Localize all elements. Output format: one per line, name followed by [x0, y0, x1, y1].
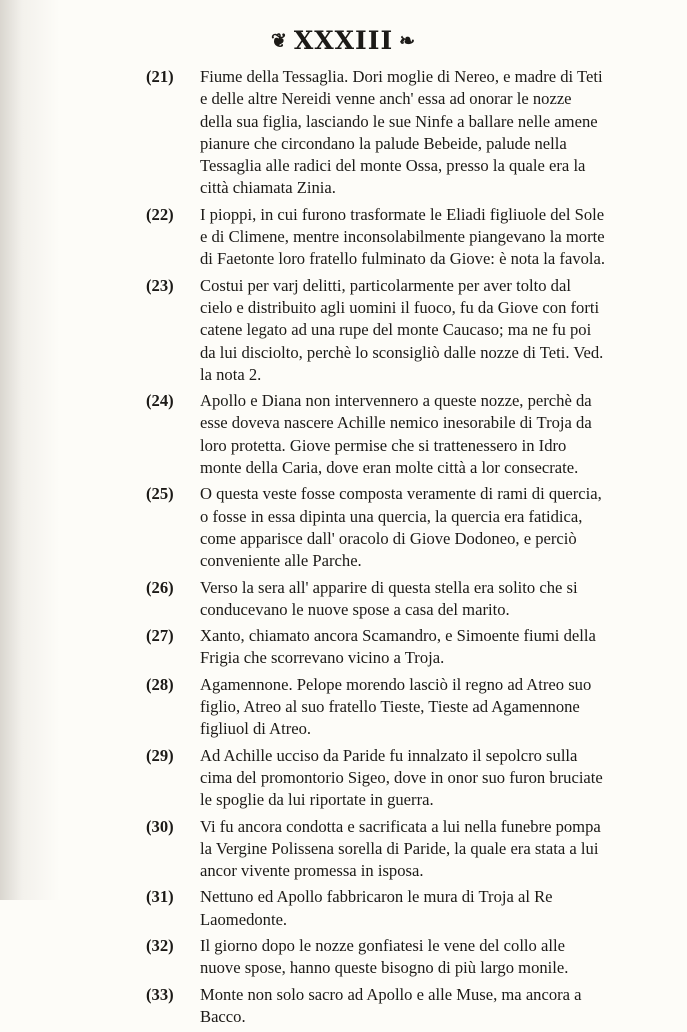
note-text: Vi fu ancora condotta e sacrificata a lui nella funebre pompa la Vergine Polissena sorella di Paride, la quale era stata a lui ancor vivente promessa in isposa.: [200, 816, 601, 881]
note-number: (24): [146, 391, 174, 411]
note-text: Apollo e Diana non intervennero a queste nozze, perchè da esse doveva nascere Achille nemico inesorabile di Troja da loro protetta. Giove permise che si trattenessero in Idro monte della Caria, dove eran molte città a lor consecrate.: [200, 391, 592, 478]
fleuron-right-icon: ❧: [399, 30, 417, 52]
note-30: [146, 816, 606, 883]
note-text: Monte non solo sacro ad Apollo e alle Muse, ma ancora a Bacco.: [200, 984, 582, 1026]
note-number: (23): [146, 275, 174, 295]
note-text: Costui per varj delitti, particolarmente per aver tolto dal cielo e distribuito agli uomini il fuoco, fu da Giove con forti catene legato ad una rupe del monte Caucaso; ma ne fu poi da lui disciolto, perchè lo sconsigliò dalle nozze di Teti. Ved. la nota 2.: [200, 275, 604, 384]
note-27: [146, 625, 606, 670]
note-text: I pioppi, in cui furono trasformate le Eliadi figliuole del Sole e di Climene, mentre inconsolabilmente piangevano la morte di Faetonte loro fratello fulminato da Giove: è nota la favola.: [200, 204, 606, 269]
note-31: [146, 886, 606, 931]
note-32: [146, 935, 606, 980]
note-text: Ad Achille ucciso da Paride fu innalzato il sepolcro sulla cima del promontorio Sigeo, dove in onor suo furon bruciate le spoglie da lui riportate in guerra.: [200, 745, 603, 810]
note-number: (21): [146, 67, 174, 86]
note-number: (29): [146, 745, 174, 765]
note-number: (31): [146, 887, 174, 907]
note-22: [146, 204, 606, 271]
note-number: (32): [146, 935, 174, 955]
note-26: [146, 577, 606, 622]
note-24: [146, 390, 606, 479]
note-text: Xanto, chiamato ancora Scamandro, e Simoente fiumi della Frigia che scorrevano vicino a Troja.: [200, 626, 596, 668]
page-header: [0, 26, 687, 55]
note-text: Verso la sera all' apparire di questa stella era solito che si conducevano le nuove spose a casa del marito.: [200, 577, 578, 619]
notes-list: [146, 66, 606, 1032]
note-text: Nettuno ed Apollo fabbricaron le mura di Troja al Re Laomedonte.: [200, 887, 553, 929]
note-number: (33): [146, 984, 174, 1004]
note-number: (27): [146, 626, 174, 646]
note-25: [146, 483, 606, 572]
note-text: Fiume della Tessaglia. Dori moglie di Nereo, e madre di Teti e delle altre Nereidi venne anch' essa ad onorar le nozze della sua figlia, lasciando le sue Ninfe a ballare nelle amene pianure che circondano la palude Bebeide, palude nella Tessaglia alle radici del monte Ossa, presso la quale era la città chiamata Zinia.: [200, 67, 603, 198]
page-number: XXXIII: [293, 26, 394, 55]
note-28: [146, 674, 606, 741]
note-number: (30): [146, 816, 174, 836]
note-text: O questa veste fosse composta veramente di rami di quercia, o fosse in essa dipinta una quercia, la quercia era fatidica, come apparisce dall' oracolo di Giove Dodoneo, e perciò conveniente alle Parche.: [200, 484, 602, 571]
note-text: Agamennone. Pelope morendo lasciò il regno ad Atreo suo figlio, Atreo al suo fratello Tieste, Tieste ad Agamennone figliuol di Atreo.: [200, 674, 592, 739]
note-number: (25): [146, 484, 174, 504]
note-number: (28): [146, 674, 174, 694]
fleuron-left-icon: ❦: [270, 30, 288, 52]
note-21: [146, 66, 606, 200]
note-23: [146, 275, 606, 386]
note-29: [146, 745, 606, 812]
note-text: Il giorno dopo le nozze gonfiatesi le vene del collo alle nuove spose, hanno queste bisogno di più largo monile.: [200, 935, 569, 978]
note-number: (26): [146, 577, 174, 597]
note-33: [146, 984, 606, 1029]
note-number: (22): [146, 204, 174, 224]
